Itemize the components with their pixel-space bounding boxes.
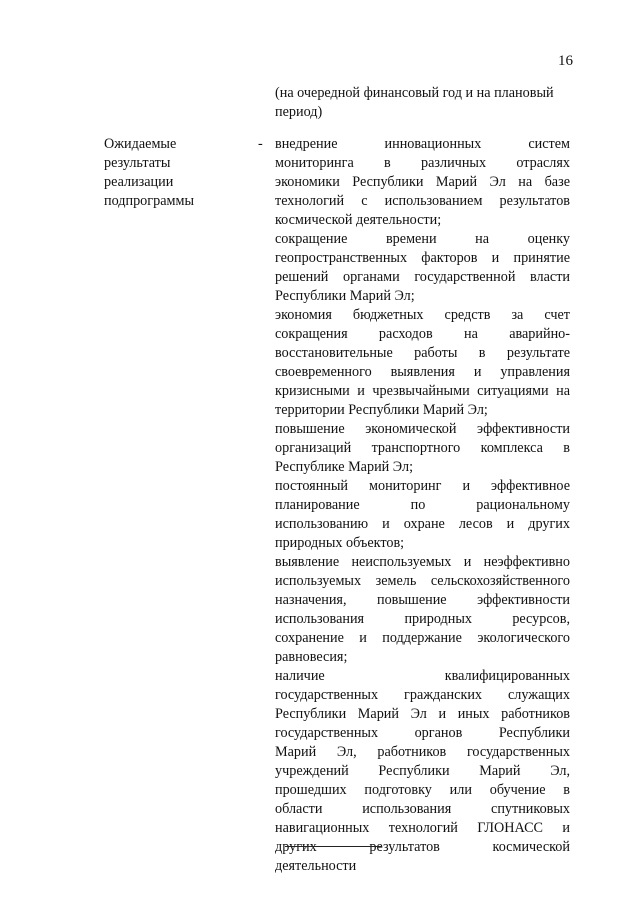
content-line: используемых земель сельскохозяйственного bbox=[275, 573, 570, 589]
content-line: Марий Эл, работников государственных bbox=[275, 744, 570, 760]
content-line: Республики Марий Эл и иных работников bbox=[275, 706, 570, 722]
content-line: сокращения расходов на аварийно- bbox=[275, 326, 570, 342]
content-line: сокращение времени на оценку bbox=[275, 231, 570, 247]
content-line: организаций транспортного комплекса в bbox=[275, 440, 570, 456]
content-line: постоянный мониторинг и эффективное bbox=[275, 478, 570, 494]
content-line: области использования спутниковых bbox=[275, 801, 570, 817]
content-line: своевременного выявления и управления bbox=[275, 364, 570, 380]
content-line: геопространственных факторов и принятие bbox=[275, 250, 570, 266]
intro-text bbox=[275, 84, 570, 122]
content-line: выявление неиспользуемых и неэффективно bbox=[275, 554, 570, 570]
content-line: природных объектов; bbox=[275, 535, 405, 551]
row-label-line: Ожидаемые bbox=[104, 136, 177, 152]
row-label-line: подпрограммы bbox=[104, 193, 194, 209]
content-line: кризисными и чрезвычайными ситуациями на bbox=[275, 383, 570, 399]
content-line: планирование по рациональному bbox=[275, 497, 570, 513]
content-line: Республики Марий Эл; bbox=[275, 288, 415, 304]
content-line: территории Республики Марий Эл; bbox=[275, 402, 488, 418]
row-label-line: реализации bbox=[104, 174, 174, 190]
content-line: восстановительные работы в результате bbox=[275, 345, 570, 361]
intro-line: период) bbox=[275, 104, 323, 120]
intro-line: (на очередной финансовый год и на плановый bbox=[275, 85, 554, 101]
content-line: экономики Республики Марий Эл на базе bbox=[275, 174, 570, 190]
content-line: космической деятельности; bbox=[275, 212, 442, 228]
end-rule bbox=[285, 846, 381, 847]
content-line: экономия бюджетных средств за счет bbox=[275, 307, 570, 323]
row-label-line: результаты bbox=[104, 155, 171, 171]
content-line: повышение экономической эффективности bbox=[275, 421, 570, 437]
page-number: 16 bbox=[558, 53, 573, 69]
content-line: Республике Марий Эл; bbox=[275, 459, 414, 475]
content-line: государственных гражданских служащих bbox=[275, 687, 570, 703]
content-line: учреждений Республики Марий Эл, bbox=[275, 763, 570, 779]
content-line: равновесия; bbox=[275, 649, 348, 665]
content-line: использованию и охране лесов и других bbox=[275, 516, 570, 532]
expected-results-text bbox=[275, 135, 570, 876]
row-label bbox=[104, 135, 244, 211]
content-line: прошедших подготовку или обучение в bbox=[275, 782, 570, 798]
row-dash: - bbox=[258, 136, 263, 152]
content-line: других результатов космической bbox=[275, 839, 570, 855]
content-line: наличие квалифицированных bbox=[275, 668, 570, 684]
content-line: навигационных технологий ГЛОНАСС и bbox=[275, 820, 570, 836]
content-line: использования природных ресурсов, bbox=[275, 611, 570, 627]
content-line: мониторинга в различных отраслях bbox=[275, 155, 570, 171]
content-line: технологий с использованием результатов bbox=[275, 193, 570, 209]
content-line: государственных органов Республики bbox=[275, 725, 570, 741]
content-line: решений органами государственной власти bbox=[275, 269, 570, 285]
content-line: деятельности bbox=[275, 858, 357, 874]
content-line: назначения, повышение эффективности bbox=[275, 592, 570, 608]
content-line: сохранение и поддержание экологического bbox=[275, 630, 570, 646]
content-line: внедрение инновационных систем bbox=[275, 136, 570, 152]
